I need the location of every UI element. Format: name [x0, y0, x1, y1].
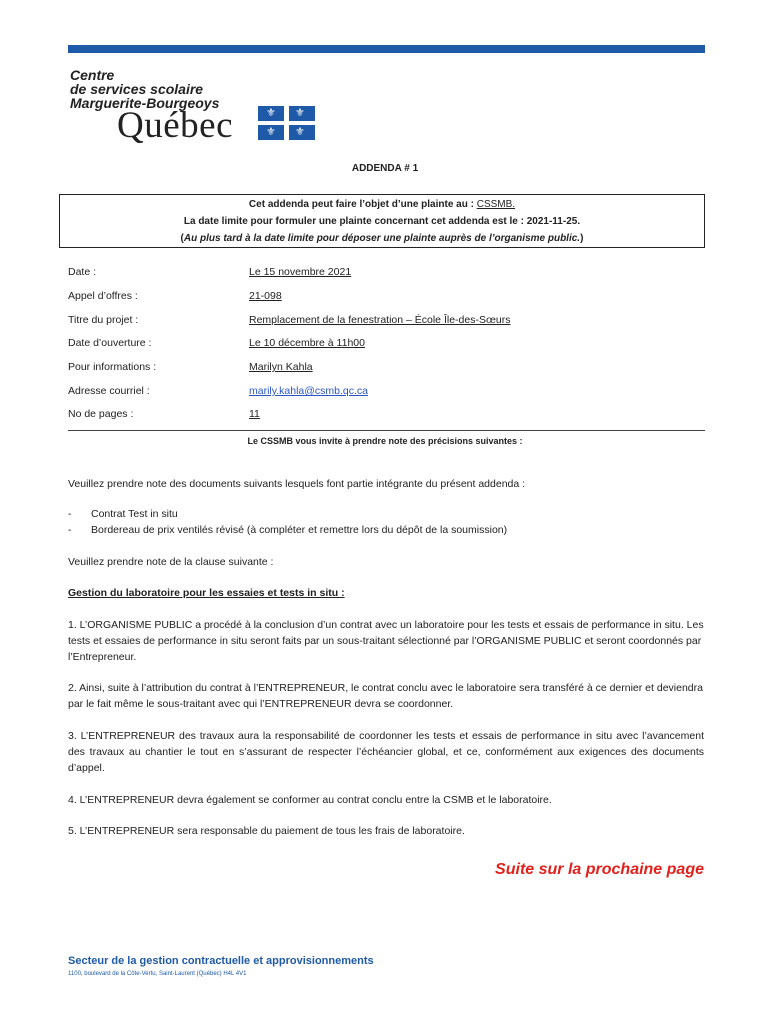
- list-dash: -: [68, 508, 72, 520]
- org-line-1: Centre: [70, 67, 115, 83]
- info-value-contact: Marilyn Kahla: [249, 361, 313, 373]
- cssmb-link[interactable]: CSSMB.: [476, 199, 516, 210]
- header-rule: [68, 45, 705, 53]
- notice-line-1: Cet addenda peut faire l’objet d’une plainte au : CSSMB.: [248, 199, 516, 210]
- notice-line-2: La date limite pour formuler une plainte concernant cet addenda est le : 2021-11-25.: [183, 216, 581, 227]
- list-item: Bordereau de prix ventilés révisé (à compléter et remettre lors du dépôt de la soumission): [91, 524, 508, 536]
- addenda-title: ADDENDA # 1: [351, 163, 419, 174]
- org-line-3: Marguerite-Bourgeoys: [70, 95, 220, 111]
- info-label-email: Adresse courriel :: [68, 385, 150, 397]
- paragraph-4: 4. L’ENTREPRENEUR devra également se conformer au contrat conclu entre la CSMB et le laboratoire.: [68, 794, 552, 806]
- email-link[interactable]: marily.kahla@csmb.qc.ca: [249, 385, 368, 397]
- info-label-pages: No de pages :: [68, 408, 134, 420]
- paragraph-5: 5. L’ENTREPRENEUR sera responsable du paiement de tous les frais de laboratoire.: [68, 825, 465, 837]
- fleur-de-lis-flag-icon: ⚜ ⚜ ⚜ ⚜: [258, 106, 315, 140]
- continued-notice: Suite sur la prochaine page: [495, 861, 704, 878]
- invite-heading: Le CSSMB vous invite à prendre note des précisions suivantes :: [247, 436, 523, 446]
- info-label-tender: Appel d’offres :: [68, 290, 138, 302]
- org-line-2: de services scolaire: [70, 81, 204, 97]
- section-divider: [68, 430, 705, 431]
- info-label-contact: Pour informations :: [68, 361, 157, 373]
- complaint-notice-box: [59, 194, 705, 248]
- paragraph-3: 3. L’ENTREPRENEUR des travaux aura la responsabilité de coordonner les tests et essais de performance in situ avec l’avancement des travaux au chantier le tout en s’assurant de respecter l’échéancier global, et ce, conformément aux exigences des documents d’appel.: [68, 730, 704, 774]
- paragraph-1: 1. L’ORGANISME PUBLIC a procédé à la conclusion d’un contrat avec un laboratoire pour les tests et essais de performance in situ. Les tests et essaies de performance in situ seront faits par un sous-traitant sélectionné par l’ORGANISME PUBLIC et seront coordonnés par l’Entrepreneur.: [68, 619, 704, 663]
- info-label-opening-date: Date d’ouverture :: [68, 337, 152, 349]
- footer-department: Secteur de la gestion contractuelle et approvisionnements: [68, 955, 374, 967]
- paragraph-2: 2. Ainsi, suite à l’attribution du contrat à l’ENTREPRENEUR, le contrat conclu avec le laboratoire sera transféré à ce dernier et deviendra par le fait même le sous-traitant avec qui l’ENTREPRENEUR devra se coordonner.: [68, 682, 703, 710]
- section-title: Gestion du laboratoire pour les essaies et tests in situ :: [68, 587, 345, 599]
- info-label-project: Titre du projet :: [68, 314, 139, 326]
- quebec-logo-wordmark: Québec: [117, 105, 233, 146]
- info-value-opening-date: Le 10 décembre à 11h00: [249, 337, 365, 349]
- list-dash: -: [68, 524, 72, 536]
- info-value-tender: 21-098: [249, 290, 282, 302]
- info-value-date: Le 15 novembre 2021: [249, 266, 352, 278]
- organization-name: [70, 68, 219, 110]
- notice-line-3: (Au plus tard à la date limite pour déposer une plainte auprès de l’organisme public.): [180, 233, 584, 244]
- info-value-project: Remplacement de la fenestration – École Île-des-Sœurs: [249, 314, 511, 326]
- list-item: Contrat Test in situ: [91, 508, 178, 520]
- footer-address: 1100, boulevard de la Côte-Vertu, Saint-Laurent (Québec) H4L 4V1: [68, 971, 247, 977]
- info-value-pages: 11: [249, 408, 260, 420]
- info-label-date: Date :: [68, 266, 97, 278]
- clause-intro: Veuillez prendre note de la clause suivante :: [68, 556, 274, 568]
- documents-intro: Veuillez prendre note des documents suivants lesquels font partie intégrante du présent addenda :: [68, 478, 526, 490]
